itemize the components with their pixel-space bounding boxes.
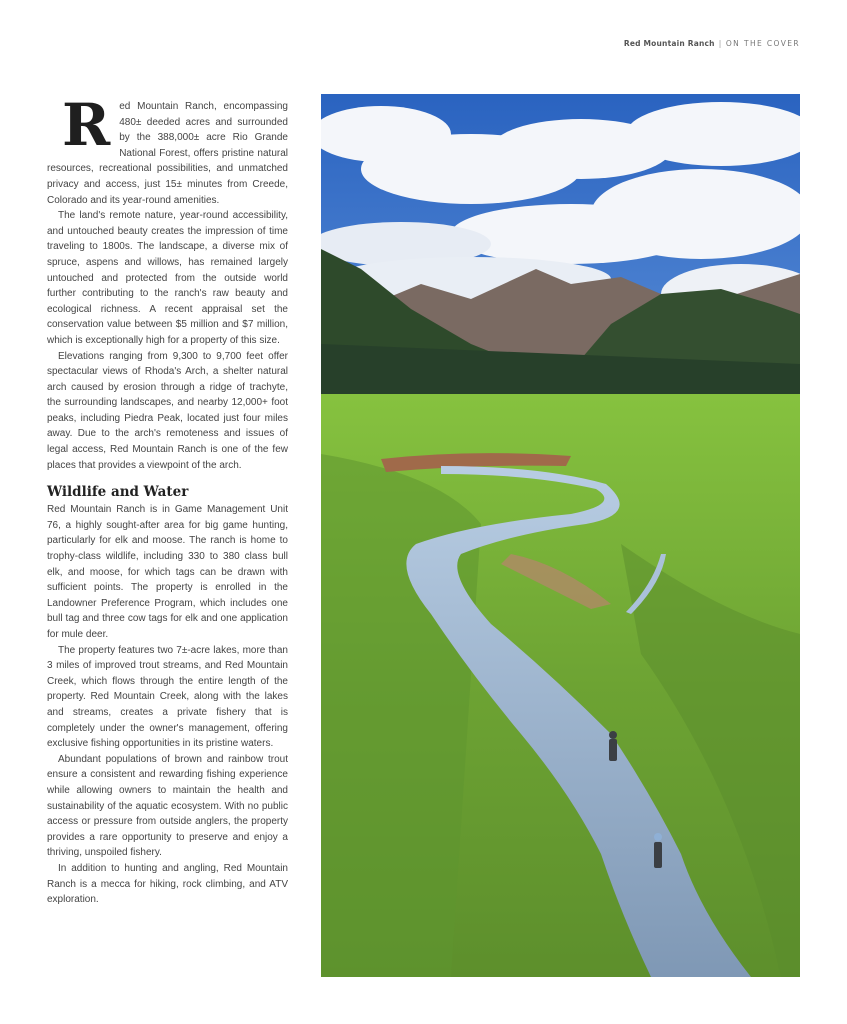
header-title: Red Mountain Ranch: [623, 39, 715, 48]
section-heading: Wildlife and Water: [47, 484, 189, 501]
intro-text: ed Mountain Ranch, encompassing 480± deeded acres and surrounded by the 388,000± acre Rio Grande National Forest, offers pristine natural resources, recreational possibilities, and unmatched privacy and access, just 15± minutes from Creede, Colorado and its year-round amenities.: [47, 101, 288, 206]
cover-photo: [321, 94, 800, 977]
paragraph-7: In addition to hunting and angling, Red Mountain Ranch is a mecca for hiking, rock climbing, and ATV exploration.: [47, 862, 288, 906]
drop-cap: R: [62, 91, 110, 159]
paragraph-4: Red Mountain Ranch is in Game Management Unit 76, a highly sought-after area for big game hunting, particularly for elk and moose. The ranch is home to trophy-class wildlife, including 330 to 380 class bull elk, and moose, for which tags can be drawn with sufficient points. The property is enrolled in the Landowner Preference Program, which includes one bull tag and three cow tags for elk and one application for mule deer.: [47, 504, 288, 640]
running-header: [624, 39, 800, 48]
paragraph-6: Abundant populations of brown and rainbow trout ensure a consistent and rewarding fishing experience while allowing owners to maintain the health and sustainability of the aquatic ecosystem. With no public access or pressure from outside anglers, the property provides a rare opportunity to preserve and enjoy a thriving, unspoiled fishery.: [47, 753, 288, 859]
header-separator: |: [718, 39, 722, 48]
header-section: ON THE COVER: [725, 39, 800, 48]
paragraph-3: Elevations ranging from 9,300 to 9,700 feet offer spectacular views of Rhoda's Arch, a shelter natural arch caused by erosion through a ridge of trachyte, the surrounding landscapes, and nearby 12,000+ foot peaks, including Piedra Peak, located just four miles away. Due to the arch's remoteness and issues of legal access, Red Mountain Ranch is one of the few places that provides a viewpoint of the arch.: [47, 350, 288, 471]
paragraph-5: The property features two 7±-acre lakes, more than 3 miles of improved trout streams, and Red Mountain Creek, which flows through the entire length of the property. Red Mountain Creek, along with the lakes and streams, creates a private fishery that is completely under the owner's management, offering exclusive fishing opportunities in its pristine waters.: [47, 644, 288, 750]
article-body: [47, 91, 288, 908]
intro-paragraph: [47, 91, 288, 208]
paragraph-2: The land's remote nature, year-round accessibility, and untouched beauty creates the impression of time traveling to 1800s. The landscape, a diverse mix of spruce, aspens and willows, has remained largely untouched and protected from the outside world further contributing to the ranch's raw beauty and ecological richness. A recent appraisal set the conservation value between $5 million and $7 million, which is exceptionally high for a property of this size.: [47, 210, 288, 346]
